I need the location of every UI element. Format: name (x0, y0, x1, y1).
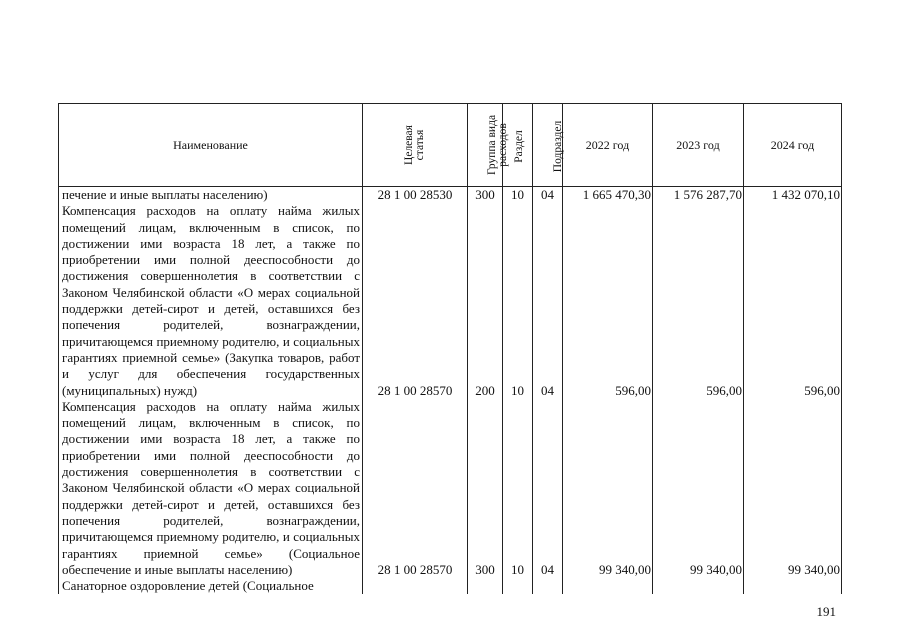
header-target-article (363, 104, 468, 187)
row-name: Компенсация расходов на оплату найма жилых помещений лицам, включенным в список, по достижении ими возраста 18 лет, а также по приобретении ими полной дееспособности до достижения совершеннолетия в соответствии с Законом Челябинской области «О мерах социальной поддержки детей-сирот и детей, оставшихся без попечения родителей, вознаграждении, причитающемся приемному родителю, и социальных гарантиях приемной семье» (Закупка товаров, работ и услуг для обеспечения государственных (муниципальных) нужд) (59, 203, 363, 399)
row-name: печение и иные выплаты населению) (59, 187, 363, 204)
row-amount-2022: 596,00 (563, 203, 653, 399)
row-section: 10 (503, 203, 533, 399)
page-number: 191 (816, 604, 836, 619)
row-group (468, 578, 503, 594)
row-group: 300 (468, 399, 503, 578)
row-amount-2023 (653, 578, 744, 594)
row-subsection: 04 (533, 187, 563, 204)
row-amount-2022: 99 340,00 (563, 399, 653, 578)
row-amount-2022: 1 665 470,30 (563, 187, 653, 204)
header-expense-group (468, 104, 510, 187)
row-amount-2023: 596,00 (653, 203, 744, 399)
header-row (59, 104, 842, 187)
header-year-2023: 2023 год (653, 104, 744, 187)
row-group: 200 (468, 203, 503, 399)
row-section: 10 (503, 399, 533, 578)
header-name: Наименование (59, 104, 363, 187)
row-amount-2024: 1 432 070,10 (744, 187, 842, 204)
header-section-label: Раздел (512, 129, 525, 163)
row-target: 28 1 00 28530 (363, 187, 468, 204)
row-group: 300 (468, 187, 503, 204)
row-amount-2023: 99 340,00 (653, 399, 744, 578)
row-amount-2024 (744, 578, 842, 594)
row-amount-2023: 1 576 287,70 (653, 187, 744, 204)
header-target-line1: Целевая (403, 124, 415, 165)
row-amount-2024: 99 340,00 (744, 399, 842, 578)
row-section: 10 (503, 187, 533, 204)
row-name: Санаторное оздоровление детей (Социальное (59, 578, 363, 594)
row-amount-2024: 596,00 (744, 203, 842, 399)
table-row (59, 187, 842, 204)
header-year-2022: 2022 год (563, 104, 653, 187)
row-section (503, 578, 533, 594)
row-name: Компенсация расходов на оплату найма жилых помещений лицам, включенным в список, по достижении ими возраста 18 лет, а также по приобретении ими полной дееспособности до достижения совершеннолетия в соответствии с Законом Челябинской области «О мерах социальной поддержки детей-сирот и детей, оставшихся без попечения родителей, вознаграждении, причитающемся приемному родителю, и социальных гарантиях приемной семье» (Социальное обеспечение и иные выплаты населению) (59, 399, 363, 578)
row-amount-2022 (563, 578, 653, 594)
table-row (59, 203, 842, 399)
header-group-line2: расходов (497, 122, 510, 167)
row-subsection (533, 578, 563, 594)
table-row (59, 399, 842, 578)
table-row (59, 578, 842, 594)
row-target: 28 1 00 28570 (363, 203, 468, 399)
header-subsection-label: Подраздел (552, 120, 565, 172)
row-subsection: 04 (533, 399, 563, 578)
header-year-2024: 2024 год (744, 104, 842, 187)
row-target (363, 578, 468, 594)
header-group-line1: Группа вида (486, 114, 499, 175)
budget-table (58, 103, 842, 594)
row-subsection: 04 (533, 203, 563, 399)
row-target: 28 1 00 28570 (363, 399, 468, 578)
header-subsection (533, 104, 563, 187)
header-target-line2: статья (414, 129, 426, 160)
